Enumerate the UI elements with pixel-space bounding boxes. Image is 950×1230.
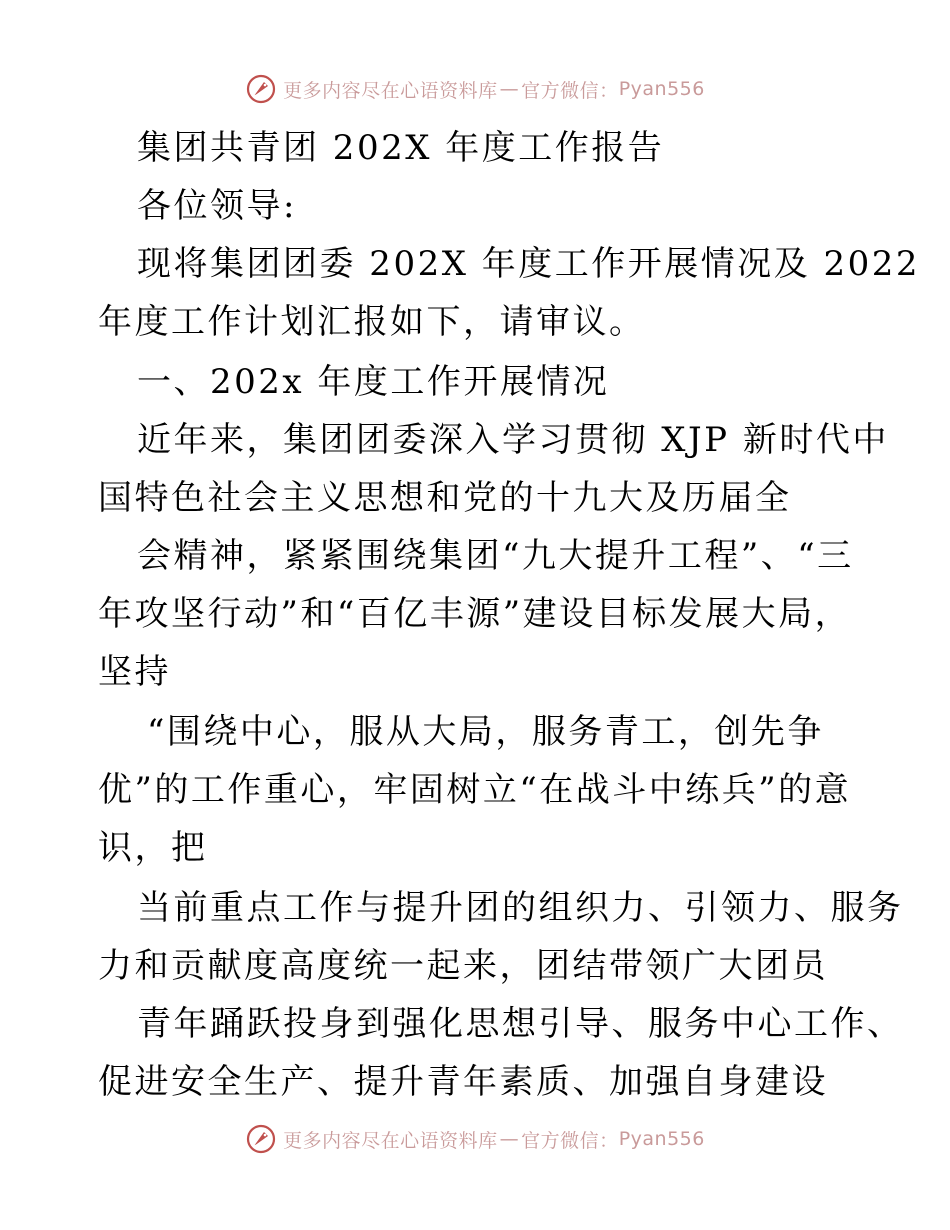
watermark-text: 更多内容尽在心语资料库 [283, 1129, 498, 1152]
section-heading: 一、202x 年度工作开展情况 [137, 362, 610, 402]
paragraph-line: 现将集团团委 202X 年度工作开展情况及 2022 [137, 244, 921, 284]
paragraph-line: 会精神，紧紧围绕集团“九大提升工程”、“三 [137, 536, 854, 576]
watermark-text: 更多内容尽在心语资料库 [283, 79, 498, 102]
watermark-label: 官方微信： [521, 1129, 619, 1152]
watermark-label: 官方微信： [521, 79, 619, 102]
pen-nib-icon [245, 1123, 277, 1155]
pen-nib-icon [245, 73, 277, 105]
paragraph-line: 青年踊跃投身到强化思想引导、服务中心工作、 [137, 1004, 904, 1044]
document-title: 集团共青团 202X 年度工作报告 [137, 128, 665, 168]
paragraph-line: 国特色社会主义思想和党的十九大及历届全 [98, 478, 792, 518]
watermark-account: Pyan556 [618, 78, 705, 100]
paragraph-line: 坚持 [98, 652, 171, 692]
paragraph-line: 年度工作计划汇报如下，请审议。 [98, 302, 646, 342]
watermark-account: Pyan556 [618, 1128, 705, 1150]
watermark-separator: — [499, 1128, 520, 1150]
footer-watermark [0, 1121, 950, 1157]
paragraph-line: 识，把 [98, 828, 208, 868]
paragraph-line: 力和贡献度高度统一起来，团结带领广大团员 [98, 946, 828, 986]
paragraph-line: “围绕中心，服从大局，服务青工，创先争 [147, 712, 824, 752]
watermark-separator: — [499, 78, 520, 100]
paragraph-line: 促进安全生产、提升青年素质、加强自身建设 [98, 1062, 828, 1102]
paragraph-line: 年攻坚行动”和“百亿丰源”建设目标发展大局， [98, 594, 852, 634]
paragraph-line: 当前重点工作与提升团的组织力、引领力、服务 [137, 888, 904, 928]
paragraph-line: 优”的工作重心，牢固树立“在战斗中练兵”的意 [98, 770, 852, 810]
salutation: 各位领导: [137, 186, 297, 226]
paragraph-line: 近年来，集团团委深入学习贯彻 XJP 新时代中 [137, 420, 889, 460]
header-watermark [0, 71, 950, 107]
